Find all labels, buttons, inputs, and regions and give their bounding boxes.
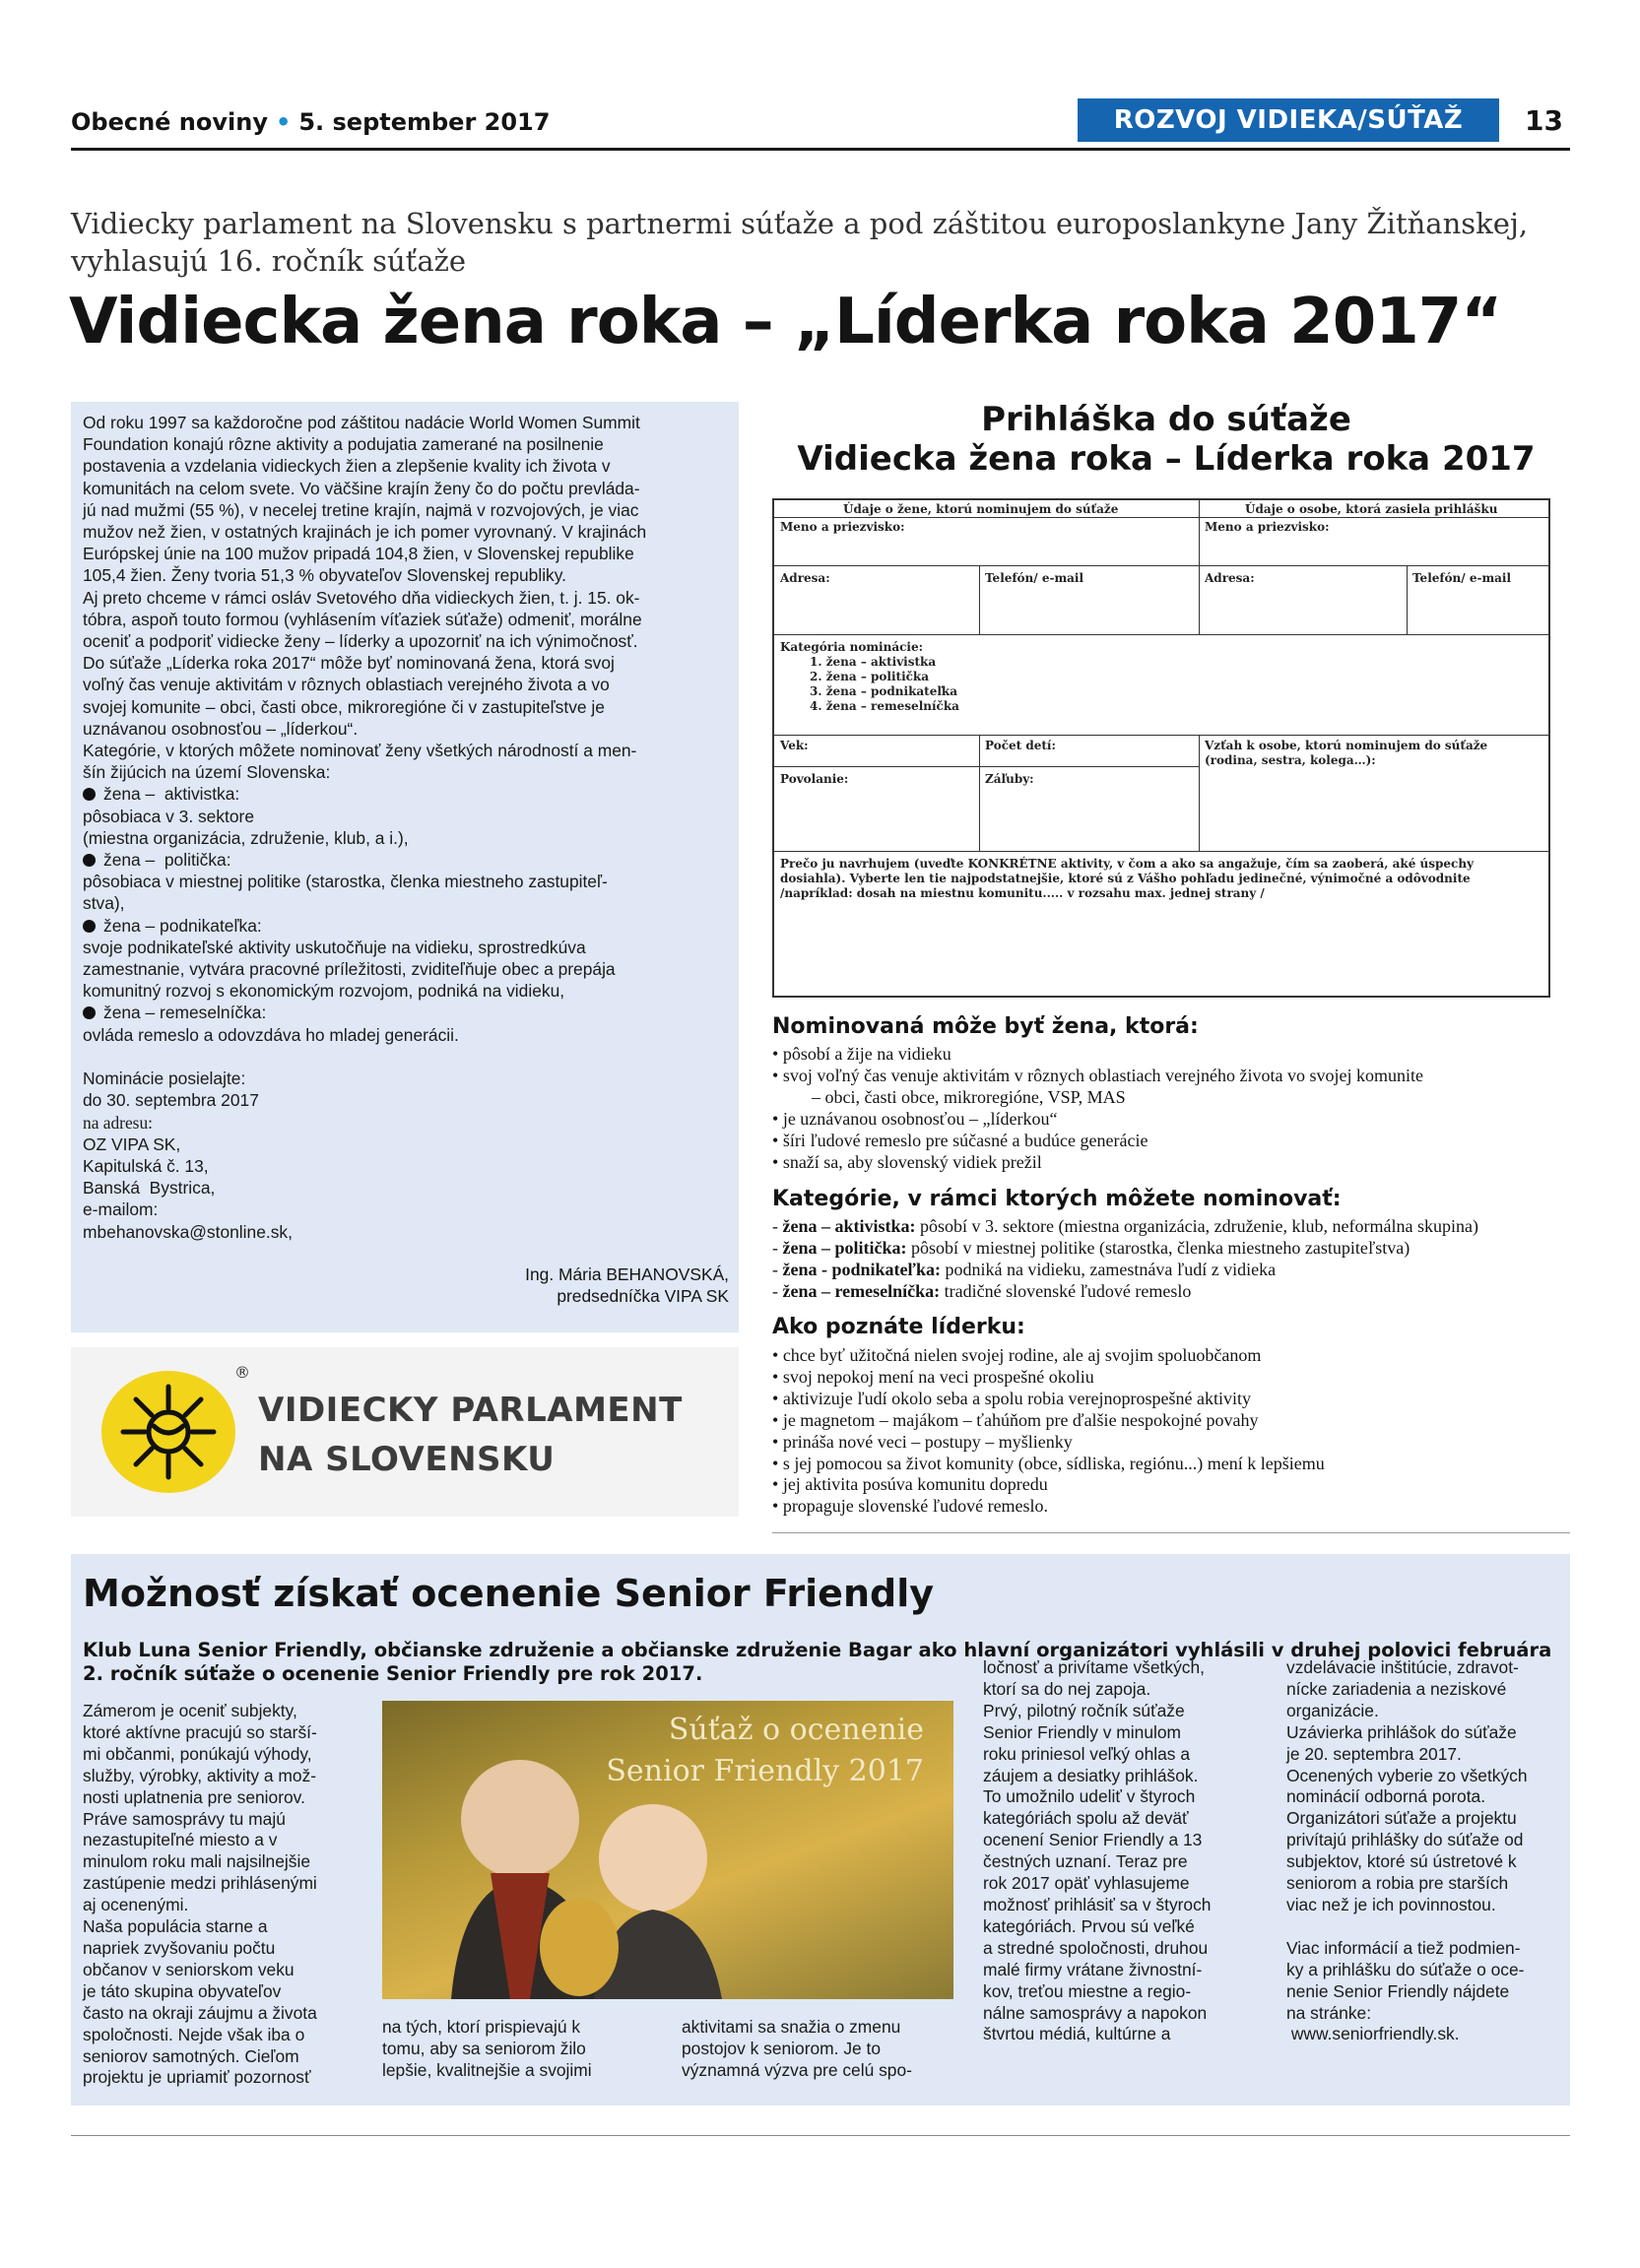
senior-line: na tých, ktorí prispievajú k — [382, 2017, 581, 2037]
leader-text: s jej pomocou sa život komunity (obce, sídliska, regiónu...) mení k lepšiemu — [782, 1453, 1325, 1473]
form-children-label: Počet detí: — [985, 739, 1056, 752]
left-line: uznávanou osobnosťou – „líderkou“. — [83, 718, 359, 739]
category-label: žena – remeselníčka: — [782, 1280, 941, 1301]
nominee-list — [772, 1044, 1570, 1173]
categories-heading: Kategórie, v rámci ktorých môžete nominovať: — [772, 1187, 1342, 1211]
leader-item — [772, 1474, 1570, 1496]
bullet-icon — [83, 920, 96, 933]
senior-line: roku priniesol veľký ohlas a — [983, 1743, 1190, 1764]
signature — [433, 1264, 729, 1307]
leader-item — [772, 1345, 1570, 1367]
senior-line: subjektov, ktoré sú ústretové k — [1286, 1851, 1517, 1872]
dash-icon: - — [772, 1280, 783, 1301]
category-title-row — [83, 783, 733, 805]
senior-line: seniorov samotných. Cieľom — [83, 2045, 299, 2066]
senior-line: malé firmy vrátane živnostní- — [983, 1959, 1203, 1979]
form-why-line1: Prečo ju navrhujem (uveďte KONKRÉTNE aktivity, v čom a ako sa angažuje, čím sa zaoberá, aké úspechy — [780, 857, 1475, 871]
category-desc: stva), — [83, 893, 125, 914]
leader-heading: Ako poznáte líderku: — [772, 1315, 1025, 1339]
bullet-icon: • — [772, 1044, 783, 1064]
senior-line: ky a prihlášku do súťaže o oce- — [1286, 1959, 1525, 1979]
form-title: Prihláška do súťaže — [981, 400, 1351, 439]
senior-line: Viac informácií a tiež podmien- — [1286, 1937, 1521, 1958]
senior-line: lepšie, kvalitnejšie a svojimi — [382, 2059, 592, 2080]
form-subtitle: Vidiecka žena roka – Líderka roka 2017 — [797, 439, 1536, 479]
registered-mark: ® — [234, 1363, 250, 1382]
senior-line: na stránke: — [1286, 2002, 1372, 2023]
photo-title-2: Senior Friendly 2017 — [606, 1754, 924, 1788]
bullet-icon: • — [772, 1108, 783, 1129]
nominee-item: • je uznávanou osobnosťou – „líderkou“ — [772, 1108, 1058, 1129]
send-line: mbehanovska@stonline.sk, — [83, 1221, 293, 1242]
senior-col-5 — [1286, 1657, 1572, 2045]
senior-line: čestných uznaní. Teraz pre — [983, 1851, 1188, 1872]
logo-text-line2: NA SLOVENSKU — [258, 1440, 556, 1479]
bullet-icon: • — [772, 1431, 783, 1452]
leader-item — [772, 1454, 1570, 1475]
left-line: jú nad mužmi (55 %), v necelej tretine krajín, najmä v rozvojových, je viac — [83, 499, 639, 520]
senior-line: vzdelávacie inštitúcie, zdravot- — [1286, 1657, 1519, 1677]
senior-line: Ocenených vyberie zo všetkých — [1286, 1765, 1528, 1785]
category-title: žena – remeselníčka: — [103, 1003, 267, 1023]
bullet-icon: • — [772, 1388, 783, 1408]
form-job-label: Povolanie: — [780, 772, 849, 786]
senior-line: ločnosť a privítame všetkých, — [983, 1657, 1205, 1677]
category-desc: svoje podnikateľské aktivity uskutočňuje na vidieku, sprostredkúva — [83, 937, 586, 957]
senior-line: Prvý, pilotný ročník súťaže — [983, 1700, 1185, 1720]
senior-line: Organizátori súťaže a projektu — [1286, 1808, 1517, 1829]
send-line: Nominácie posielajte: — [83, 1069, 246, 1089]
signature-line: Ing. Mária BEHANOVSKÁ, — [525, 1264, 729, 1284]
page-number: 13 — [1525, 104, 1563, 137]
nominee-item: • svoj voľný čas venuje aktivitám v rôznych oblastiach verejného života vo svojej komunite — [772, 1065, 1423, 1085]
category-desc: ovláda remeslo a odovzdáva ho mladej generácii. — [83, 1024, 459, 1045]
senior-col-1 — [83, 1701, 378, 2089]
sun-logo-icon — [95, 1367, 242, 1497]
form-age-label: Vek: — [780, 739, 809, 752]
category-desc: (miestna organizácia, združenie, klub, a i.), — [83, 827, 409, 848]
category-title: žena – podnikateľka: — [103, 915, 262, 936]
senior-line: Senior Friendly v minulom — [983, 1721, 1182, 1742]
senior-line: nominácií odborná porota. — [1286, 1786, 1486, 1807]
leader-text: je magnetom – majákom – ťahúňom pre ďalšie nespokojné povahy — [782, 1409, 1259, 1430]
senior-line: spoločnosti. Nejde však iba o — [83, 2024, 305, 2044]
form-sender-phone-label: Telefón/ e-mail — [1412, 571, 1512, 585]
bullet-icon — [83, 788, 96, 801]
dash-icon: - — [772, 1216, 783, 1236]
leader-text: propaguje slovenské ľudové remeslo. — [782, 1496, 1049, 1517]
senior-line: minulom roku mali najsilnejšie — [83, 1851, 310, 1872]
headline: Vidiecka žena roka – „Líderka roka 2017“ — [69, 286, 1502, 358]
nominee-item: – obci, časti obce, mikroregióne, VSP, MAS — [812, 1086, 1126, 1107]
senior-line: možnosť prihlásiť sa v štyroch — [983, 1894, 1212, 1914]
senior-line: To umožnilo udeliť v štyroch — [983, 1786, 1196, 1807]
senior-line: organizácie. — [1286, 1700, 1379, 1720]
senior-line: rok 2017 opäť vyhlasujeme — [983, 1873, 1190, 1894]
bullet-icon: • — [772, 1151, 783, 1172]
form-relation-label-2: (rodina, sestra, kolega…): — [1205, 753, 1376, 767]
left-line: Do súťaže „Líderka roka 2017“ môže byť nominovaná žena, ktorá svoj — [83, 653, 615, 674]
leader-item — [772, 1367, 1570, 1389]
bullet-icon: • — [772, 1453, 783, 1473]
application-form — [772, 498, 1550, 998]
senior-line: privítajú prihlášky do súťaže od — [1286, 1830, 1524, 1850]
senior-line: záujem a desiatky prihlášok. — [983, 1765, 1199, 1785]
senior-col-4 — [983, 1657, 1279, 2045]
senior-line: a stredné spoločnosti, druhou — [983, 1937, 1209, 1958]
senior-line: aktivitami sa snažia o zmenu — [682, 2017, 901, 2037]
category-desc: pôsobiaca v miestnej politike (starostka, členka miestneho zastupiteľ- — [83, 872, 608, 892]
bullet-icon: • — [772, 1065, 783, 1085]
form-sender-name-label: Meno a priezvisko: — [1205, 520, 1330, 534]
form-col-left-head: Údaje o žene, ktorú nominujem do súťaže — [843, 502, 1119, 516]
senior-line: mi občanmi, ponúkajú výhody, — [83, 1743, 312, 1764]
bullet-icon — [83, 854, 96, 867]
category-text: pôsobí v 3. sektore (miestna organizácia, združenie, klub, neformálna skupina) — [915, 1216, 1478, 1236]
bullet-icon: • — [772, 1409, 783, 1430]
send-line: do 30. septembra 2017 — [83, 1090, 259, 1111]
form-sender-address-label: Adresa: — [1205, 571, 1255, 585]
senior-line: zastúpenie medzi prihlásenými — [83, 1873, 317, 1894]
left-line: Aj preto chceme v rámci osláv Svetového dňa vidieckych žien, t. j. 15. ok- — [83, 587, 640, 608]
senior-line: tomu, aby sa seniorom žilo — [382, 2038, 586, 2058]
category-title: žena – politička: — [103, 850, 231, 871]
spacer — [83, 1046, 733, 1068]
senior-line: napriek zvyšovaniu počtu — [83, 1937, 276, 1958]
nominee-item: • šíri ľudové remeslo pre súčasné a budúce generácie — [772, 1130, 1148, 1150]
senior-line: nícke zariadenia a neziskové — [1286, 1678, 1507, 1699]
left-line: oceniť a podporiť vidiecke ženy – líderky a upozorniť na ich výnimočnosť. — [83, 631, 638, 652]
bullet-icon: • — [772, 1130, 783, 1150]
senior-line: viac než je ich povinnostou. — [1286, 1894, 1496, 1914]
nominee-item: • snaží sa, aby slovenský vidiek prežil — [772, 1151, 1042, 1172]
form-relation-label-1: Vzťah k osobe, ktorú nominujem do súťaže — [1205, 739, 1488, 752]
senior-line: ocenení Senior Friendly a 13 — [983, 1830, 1203, 1850]
senior-line — [1286, 1916, 1572, 1938]
senior-line: kov, treťou miestne a regio- — [983, 1980, 1192, 2001]
senior-line: www.seniorfriendly.sk. — [1286, 2024, 1460, 2044]
leader-list — [772, 1345, 1570, 1518]
left-line: Od roku 1997 sa každoročne pod záštitou nadácie World Women Summit — [83, 413, 640, 432]
form-category-1: 1. žena – aktivistka — [810, 655, 937, 669]
senior-line: ktoré aktívne pracujú so starší- — [83, 1721, 317, 1742]
header-rule — [71, 148, 1570, 151]
logo-text-line1: VIDIECKY PARLAMENT — [258, 1391, 683, 1430]
senior-line: kategóriách spolu až deväť — [983, 1808, 1189, 1829]
leader-text: chce byť užitočná nielen svojej rodine, ale aj svojim spoluobčanom — [782, 1345, 1262, 1365]
send-line: Banská Bystrica, — [83, 1178, 216, 1199]
left-line: Európskej únie na 100 mužov pripadá 104,8 žien, v Slovenskej republike — [83, 544, 634, 564]
form-category-3: 3. žena – podnikateľka — [810, 684, 957, 698]
leader-text: jej aktivita posúva komunitu dopredu — [782, 1474, 1048, 1495]
senior-line: kategóriách. Prvou sú veľké — [983, 1915, 1195, 1936]
senior-line: Zámerom je oceniť subjekty, — [83, 1701, 297, 1720]
form-category-2: 2. žena – politička — [810, 670, 930, 683]
senior-line: ktorí sa do nej zapoja. — [983, 1678, 1151, 1699]
form-phone-label: Telefón/ e-mail — [985, 571, 1084, 585]
leader-item — [772, 1432, 1570, 1454]
left-line: tóbra, aspoň touto formou (vyhlásením víťaziek súťaže) odmeniť, morálne — [83, 609, 642, 629]
bullet-icon: • — [772, 1496, 783, 1517]
category-title-row — [83, 915, 733, 937]
bullet-icon — [83, 1006, 96, 1019]
section-divider — [772, 1532, 1570, 1533]
senior-line: projektu je upriamiť pozornosť — [83, 2067, 311, 2088]
category-title-row — [83, 849, 733, 871]
senior-title: Možnosť získať ocenenie Senior Friendly — [83, 1572, 934, 1615]
senior-line: služby, výrobky, aktivity a mož- — [83, 1765, 317, 1785]
categories-list — [772, 1216, 1570, 1303]
senior-col-3 — [682, 2017, 967, 2082]
masthead — [71, 108, 550, 136]
category-text: pôsobí v miestnej politike (starostka, členka miestneho zastupiteľstva) — [906, 1237, 1410, 1258]
category-title: žena – aktivistka: — [103, 784, 240, 805]
senior-line: nálne samosprávy a napokon — [983, 2002, 1208, 2023]
form-why-line2: dosiahla). Vyberte len tie najpodstatnejšie, ktoré sú z Vášho pohľadu jedinečné, výnimočné a odôvodnite — [780, 872, 1471, 885]
send-line: Kapitulská č. 13, — [83, 1155, 209, 1176]
send-line: OZ VIPA SK, — [83, 1134, 181, 1154]
category-item — [772, 1281, 1570, 1303]
senior-col-2 — [382, 2017, 668, 2082]
leader-item — [772, 1410, 1570, 1432]
form-category-head: Kategória nominácie: — [780, 640, 924, 654]
form-col-right-head: Údaje o osobe, ktorá zasiela prihlášku — [1245, 502, 1498, 516]
left-line: mužov než žien, v ostatných krajinách je ich pomer vyrovnaný. V krajinách — [83, 522, 647, 543]
left-line: Foundation konajú rôzne aktivity a podujatia zamerané na posilnenie — [83, 434, 604, 455]
left-article-body — [83, 412, 733, 1243]
bullet-icon: • — [772, 1366, 783, 1387]
category-desc: komunitný rozvoj s ekonomickým rozvojom, podniká na vidieku, — [83, 981, 565, 1002]
leader-text: prináša nové veci – postupy – myšlienky — [782, 1431, 1073, 1452]
dash-icon: - — [772, 1237, 783, 1258]
bullet-icon: • — [772, 1474, 783, 1495]
section-label: ROZVOJ VIDIEKA/SÚŤAŽ — [1078, 98, 1499, 142]
dash-icon: - — [772, 1259, 783, 1279]
left-line: Kategórie, v ktorých môžete nominovať ženy všetkých národností a men- — [83, 741, 637, 761]
form-hobby-label: Záľuby: — [985, 772, 1034, 786]
senior-line: významná výzva pre celú spo- — [682, 2059, 912, 2080]
category-desc: zamestnanie, vytvára pracovné príležitosti, zviditeľňuje obec a prepája — [83, 959, 616, 980]
photo-title-1: Súťaž o ocenenie — [668, 1713, 924, 1747]
leader-item — [772, 1496, 1570, 1518]
leader-text: aktivizuje ľudí okolo seba a spolu robia verejnoprospešné aktivity — [782, 1388, 1252, 1408]
senior-line: aj ocenenými. — [83, 1895, 189, 1915]
senior-line: Práve samosprávy tu majú — [83, 1808, 286, 1829]
form-category-4: 4. žena – remeselníčka — [810, 699, 959, 713]
nominee-item: • pôsobí a žije na vidieku — [772, 1044, 951, 1064]
intro-text: Vidiecky parlament na Slovensku s partnermi súťaže a pod záštitou europoslankyne Jany Žitňanskej, vyhlasujú 16. ročník súťaže — [71, 207, 1529, 278]
form-address-label: Adresa: — [780, 571, 830, 585]
category-item — [772, 1238, 1570, 1260]
send-line: na adresu: — [83, 1112, 153, 1133]
senior-lead: Klub Luna Senior Friendly, občianske združenie a občianske združenie Bagar ako hlavní organizátori vyhlásili v druhej polovici februára 2. ročník súťaže o ocenenie Senior Friendly pre rok 2017. — [83, 1639, 1552, 1685]
leader-text: svoj nepokoj mení na veci prospešné okoliu — [782, 1366, 1094, 1387]
senior-line: nosti uplatnenia pre seniorov. — [83, 1786, 305, 1807]
category-item — [772, 1260, 1570, 1281]
senior-line: občanov v seniorskom veku — [83, 1959, 295, 1979]
senior-line: nenie Senior Friendly nájdete — [1286, 1980, 1510, 2001]
category-text: podniká na vidieku, zamestnáva ľudí z vidieka — [940, 1259, 1277, 1279]
category-title-row — [83, 1002, 733, 1023]
category-label: žena – politička: — [782, 1237, 907, 1258]
senior-line: často na okraji záujmu a života — [83, 2002, 317, 2023]
senior-line: je 20. septembra 2017. — [1286, 1743, 1462, 1764]
left-line: 105,4 žien. Ženy tvoria 51,3 % obyvateľov Slovenskej republiky. — [83, 565, 566, 586]
left-line: komunitách na celom svete. Vo väčšine krajín ženy čo do počtu prevláda- — [83, 478, 640, 498]
paper-name: Obecné noviny — [71, 108, 268, 136]
nominee-heading: Nominovaná môže byť žena, ktorá: — [772, 1014, 1199, 1039]
senior-line: štvrtou médiá, kultúrne a — [983, 2024, 1171, 2044]
senior-line: je táto skupina obyvateľov — [83, 1980, 282, 2001]
category-text: tradičné slovenské ľudové remeslo — [940, 1280, 1192, 1301]
senior-line: Naša populácia starne a — [83, 1916, 268, 1937]
bullet-icon: • — [772, 1345, 783, 1365]
signature-line: predsedníčka VIPA SK — [557, 1286, 729, 1307]
senior-line: postojov k seniorom. Je to — [682, 2038, 882, 2058]
category-label: žena – aktivistka: — [782, 1216, 916, 1236]
senior-photo — [382, 1701, 953, 1999]
left-line: voľný čas venuje aktivitám v rôznych oblastiach verejného života a vo — [83, 675, 610, 695]
leader-item — [772, 1389, 1570, 1410]
bottom-rule — [71, 2135, 1570, 2136]
form-why-line3: /napríklad: dosah na miestnu komunitu..... v rozsahu max. jednej strany / — [780, 886, 1265, 900]
form-name-label: Meno a priezvisko: — [780, 520, 905, 534]
issue-date: 5. september 2017 — [298, 108, 551, 136]
bullet-dot-icon: • — [275, 108, 292, 136]
left-line: šín žijúcich na území Slovenska: — [83, 762, 331, 783]
send-line: e-mailom: — [83, 1199, 159, 1220]
senior-line: nezastupiteľné miesto a v — [83, 1830, 278, 1850]
left-line: postavenia a vzdelania vidieckych žien a zlepšenie kvality ich života v — [83, 456, 611, 477]
category-item — [772, 1216, 1570, 1238]
senior-line: Uzávierka prihlášok do súťaže — [1286, 1721, 1517, 1742]
category-desc: pôsobiaca v 3. sektore — [83, 806, 255, 826]
category-label: žena - podnikateľka: — [782, 1259, 941, 1279]
senior-line: seniorom a robia pre starších — [1286, 1873, 1509, 1894]
left-line: svojej komunite – obci, časti obce, mikroregióne či v zastupiteľstve je — [83, 696, 605, 717]
